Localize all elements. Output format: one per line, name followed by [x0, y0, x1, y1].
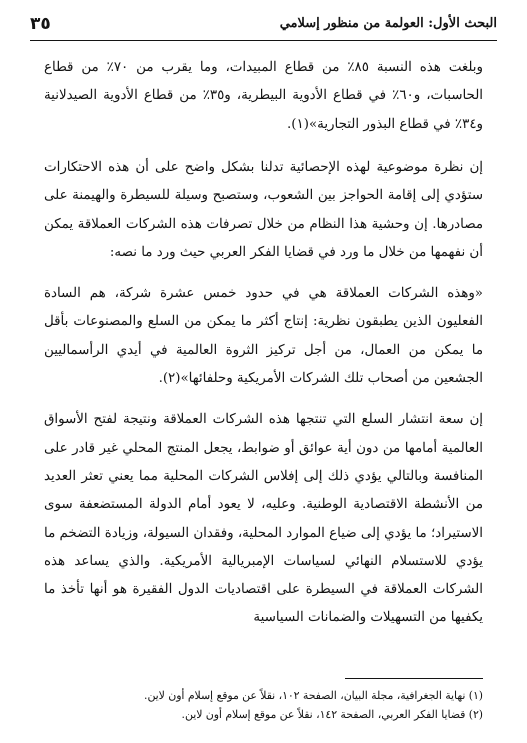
running-header [30, 14, 497, 40]
paragraph-quotation: «وهذه الشركات العملاقة هي في حدود خمس عشرة شركة، هم السادة الفعليون الذين يطبقون نظرية: إنتاج أكثر ما يمكن من السلع والمصنوعات بأقل ما يمكن من العمال، من أجل تركيز الثروة العالمية في أيدي الرأسماليين الجشعين من أصحاب تلك الشركات الأمريكية وحلفائها»(٢). [44, 286, 483, 387]
paragraph-statistics: وبلغت هذه النسبة ٨٥٪ من قطاع المبيدات، وما يقرب من ٧٠٪ من قطاع الحاسبات، و٦٠٪ في قطاع الأدوية البيطرية، و٣٥٪ من قطاع الأدوية الصيدلانية و٣٤٪ في قطاع البذور التجارية»(١). [44, 60, 483, 132]
page-number: ٣٥ [30, 14, 51, 34]
footnote-divider [345, 678, 483, 679]
chapter-title: البحث الأول: العولمة من منظور إسلامي [279, 16, 497, 31]
footnotes [44, 686, 483, 724]
footnote-1: (١) نهاية الجغرافية، مجلة البيان، الصفحة ١٠٢، نقلاً عن موقع إسلام أون لاين. [144, 689, 483, 702]
header-divider [30, 40, 497, 41]
footnote-2: (٢) قضايا الفكر العربي، الصفحة ١٤٢، نقلاً عن موقع إسلام أون لاين. [181, 708, 483, 721]
body-text [44, 54, 483, 633]
paragraph-markets: إن سعة انتشار السلع التي تنتجها هذه الشركات العملاقة ونتيجة لفتح الأسواق العالمية أمامها من دون أية عوائق أو ضوابط، يجعل المنتج المحلي غير قادر على المنافسة وبالتالي يؤدي ذلك إلى إفلاس الشركات المحلية مما يعني تعثر العديد من الأنشطة الاقتصادية الوطنية. وعليه، لا يعود أمام الدولة المستضعفة سوى الاستيراد؛ ما يؤدي إلى ضياع الموارد المحلية، وفقدان السيولة، وزيادة التضخم ما يؤدي للاستسلام النهائي لسياسات الإمبريالية الأمريكية. والذي يساعد هذه الشركات العملاقة في السيطرة على اقتصاديات الدول الفقيرة هو أنها تأخذ ما يكفيها من التسهيلات والضمانات السياسية [44, 412, 483, 626]
paragraph-analysis: إن نظرة موضوعية لهذه الإحصائية تدلنا بشكل واضح على أن هذه الاحتكارات ستؤدي إلى إقامة الحواجز بين الشعوب، وستصبح وسيلة للسيطرة والهيمنة على مصادرها. إن وحشية هذا النظام من خلال تصرفات هذه الشركات العملاقة يمكن أن نفهمها من خلال ما ورد في قضايا الفكر العربي حيث ورد ما نصه: [44, 160, 483, 260]
